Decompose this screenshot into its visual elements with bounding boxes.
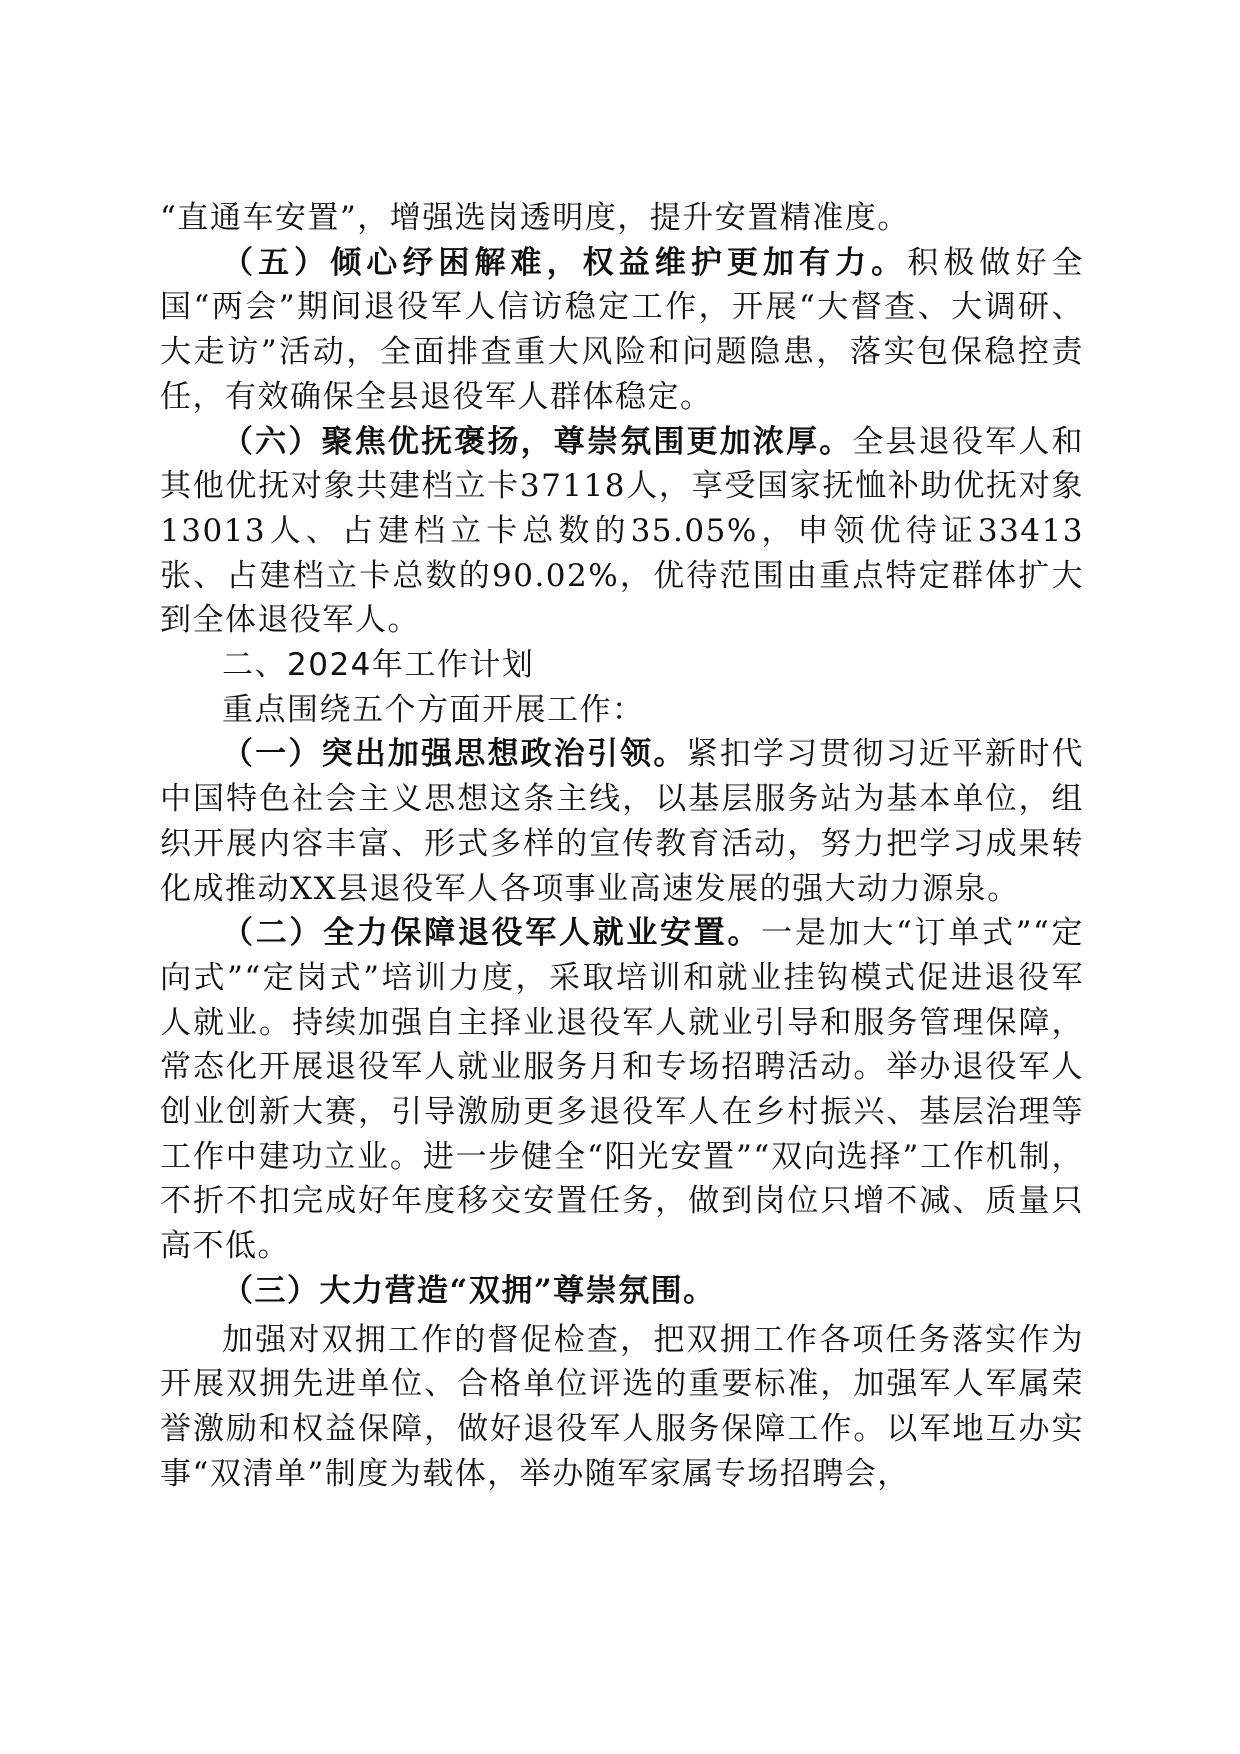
paragraph-text: 重点围绕五个方面开展工作： xyxy=(222,691,645,728)
paragraph-lead: （一）突出加强思想政治引领。 xyxy=(222,736,687,773)
document-body xyxy=(160,196,1084,1496)
paragraph-text: 全县退役军人和其他优抚对象共建档立卡37118人，享受国家抚恤补助优抚对象13013人、占建档立卡总数的35.05%，申领优待证33413张、占建档立卡总数的90.02%，优待范围由重点特定群体扩大到全体退役军人。 xyxy=(160,423,1085,639)
paragraph-item-six xyxy=(160,420,1084,644)
paragraph-lead: （二）全力保障退役军人就业安置。 xyxy=(222,915,762,952)
paragraph-text: 加强对双拥工作的督促检查，把双拥工作各项任务落实作为开展双拥先进单位、合格单位评选的重要标准，加强军人军属荣誉激励和权益保障，做好退役军人服务保障工作。以军地互办实事“双清单”制度为载体，举办随军家属专场招聘会， xyxy=(160,1321,1084,1492)
paragraph-plan-three-heading xyxy=(160,1269,1084,1314)
paragraph-intro xyxy=(160,688,1084,733)
paragraph-plan-one xyxy=(160,732,1084,911)
paragraph-text: 紧扣学习贯彻习近平新时代中国特色社会主义思想这条主线，以基层服务站为基本单位，组织开展内容丰富、形式多样的宣传教育活动，努力把学习成果转化成推动XX县退役军人各项事业高速发展的强大动力源泉。 xyxy=(160,736,1085,907)
paragraph-text: 一是加大“订单式”“定向式”“定岗式”培训力度，采取培训和就业挂钩模式促进退役军人就业。持续加强自主择业退役军人就业引导和服务管理保障，常态化开展退役军人就业服务月和专场招聘活动。举办退役军人创业创新大赛，引导激励更多退役军人在乡村振兴、基层治理等工作中建功立业。进一步健全“阳光安置”“双向选择”工作机制，不折不扣完成好年度移交安置任务，做到岗位只增不减、质量只高不低。 xyxy=(160,915,1084,1265)
paragraph-text: 积极做好全国“两会”期间退役军人信访稳定工作，开展“大督查、大调研、大走访”活动，全面排查重大风险和问题隐患，落实包保稳控责任，有效确保全县退役军人群体稳定。 xyxy=(160,244,1085,415)
paragraph-lead: （五）倾心纾困解难，权益维护更加有力。 xyxy=(222,244,908,281)
section-heading xyxy=(160,643,1084,688)
paragraph-item-five xyxy=(160,241,1084,420)
paragraph-plan-two xyxy=(160,911,1084,1269)
paragraph-text: “直通车安置”，增强选岗透明度，提升安置精准度。 xyxy=(160,200,910,236)
section-heading-text: 二、2024年工作计划 xyxy=(222,647,535,684)
paragraph-continuation xyxy=(160,196,1084,241)
paragraph-plan-three-body xyxy=(160,1318,1084,1497)
paragraph-lead: （六）聚焦优抚褒扬，尊崇氛围更加浓厚。 xyxy=(222,423,853,460)
paragraph-lead: （三）大力营造“双拥”尊崇氛围。 xyxy=(222,1272,716,1309)
